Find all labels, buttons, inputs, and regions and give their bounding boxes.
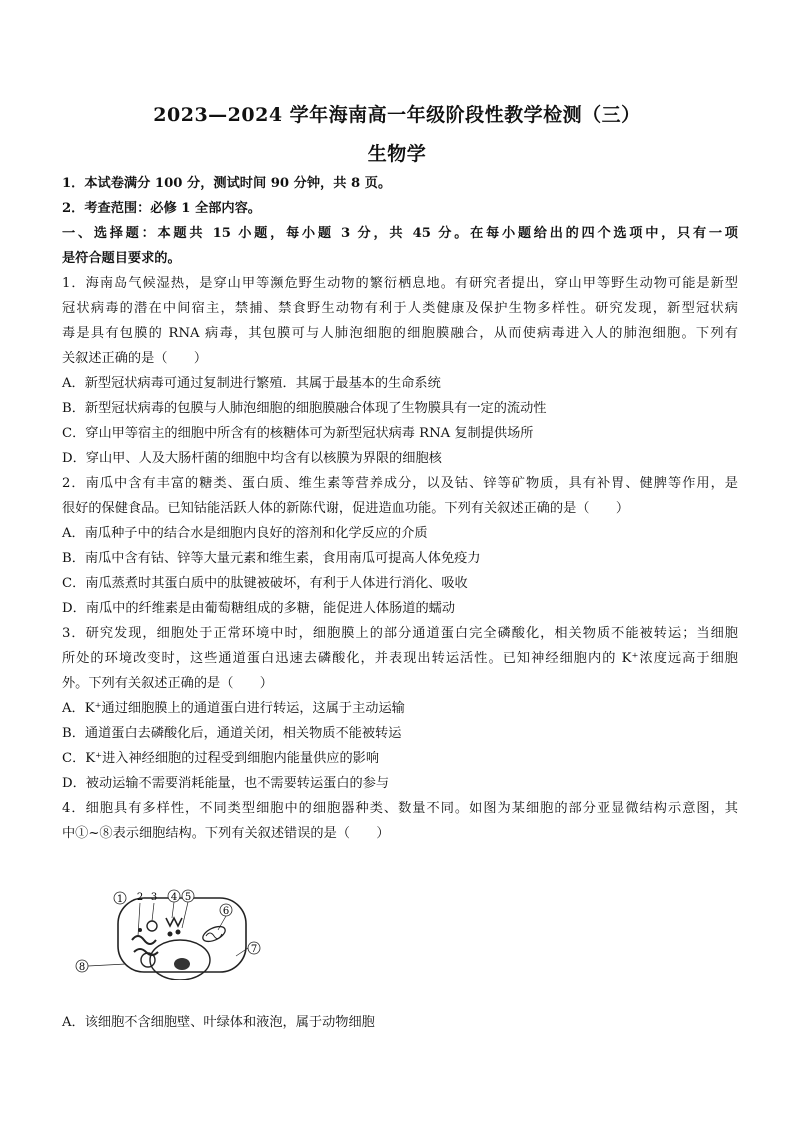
q3-line-2: 所处的环境改变时，这些通道蛋白迅速去磷酸化，并表现出转运活性。已知神经细胞内的 K⁺浓度远高于细胞: [62, 651, 738, 666]
q2-line-2: 很好的保健食品。已知钴能活跃人体的新陈代谢，促进造血功能。下列有关叙述正确的是（ ）: [62, 501, 630, 516]
label-4: 4: [170, 892, 178, 903]
label-8: 8: [78, 962, 86, 973]
golgi-apparatus: [166, 918, 182, 926]
q2-option-c: C．南瓜蒸煮时其蛋白质中的肽键被破坏，有利于人体进行消化、吸收: [62, 576, 468, 591]
q1-line-4: 关叙述正确的是（ ）: [62, 351, 208, 366]
q1-line-2: 冠状病毒的潜在中间宿主，禁捕、禁食野生动物有利于人类健康及保护生物多样性。研究发现，新型冠状病: [62, 301, 738, 316]
q1-option-d: D．穿山甲、人及大肠杆菌的细胞中均含有以核膜为界限的细胞核: [62, 451, 442, 466]
q4-option-a: A．该细胞不含细胞壁、叶绿体和液泡，属于动物细胞: [62, 1015, 375, 1030]
label-1: 1: [116, 894, 124, 905]
mitochondrion: [201, 923, 228, 944]
q3-line-3: 外。下列有关叙述正确的是（ ）: [62, 676, 273, 691]
q1-line-1: 1．海南岛气候湿热，是穿山甲等濒危野生动物的繁衍栖息地。有研究者提出，穿山甲等野生动物可能是新型: [62, 276, 738, 291]
exam-subject: 生物学: [367, 143, 427, 165]
section-heading-line2: 是符合题目要求的。: [62, 251, 181, 266]
label-5: 5: [184, 892, 192, 903]
q3-line-1: 3．研究发现，细胞处于正常环境中时，细胞膜上的部分通道蛋白完全磷酸化，相关物质不能被转运；当细胞: [62, 626, 738, 641]
label-7: 7: [250, 944, 258, 955]
q4-line-2: 中①~⑧表示细胞结构。下列有关叙述错误的是（ ）: [62, 826, 390, 841]
q4-line-1: 4．细胞具有多样性，不同类型细胞中的细胞器种类、数量不同。如图为某细胞的部分亚显微结构示意图，其: [62, 801, 738, 816]
endoplasmic-reticulum: [132, 936, 156, 944]
q3-option-d: D．被动运输不需要消耗能量，也不需要转运蛋白的参与: [62, 776, 390, 791]
label-6: 6: [222, 906, 230, 917]
instruction-2: 2．考查范围：必修 1 全部内容。: [62, 201, 261, 216]
q3-option-b: B．通道蛋白去磷酸化后，通道关闭，相关物质不能被转运: [62, 726, 402, 741]
q2-option-b: B．南瓜中含有钴、锌等大量元素和维生素，食用南瓜可提高人体免疫力: [62, 551, 481, 566]
label-2: 2: [136, 892, 144, 903]
q2-option-a: A．南瓜种子中的结合水是细胞内良好的溶剂和化学反应的介质: [62, 526, 428, 541]
label-3: 3: [150, 892, 158, 903]
centrosome: [141, 953, 155, 967]
q1-line-3: 毒是具有包膜的 RNA 病毒，其包膜可与人肺泡细胞的细胞膜融合，从而使病毒进入人的肺泡细胞。下列有: [62, 326, 738, 341]
q3-option-c: C．K⁺进入神经细胞的过程受到细胞内能量供应的影响: [62, 751, 380, 766]
q2-option-d: D．南瓜中的纤维素是由葡萄糖组成的多糖，能促进人体肠道的蠕动: [62, 601, 456, 616]
q3-option-a: A．K⁺通过细胞膜上的通道蛋白进行转运，这属于主动运输: [62, 701, 405, 716]
section-heading-line1: 一、选择题：本题共 15 小题，每小题 3 分，共 45 分。在每小题给出的四个选项中，只有一项: [62, 226, 738, 241]
q1-option-a: A．新型冠状病毒可通过复制进行繁殖．其属于最基本的生命系统: [62, 376, 441, 391]
q1-option-b: B．新型冠状病毒的包膜与人肺泡细胞的细胞膜融合体现了生物膜具有一定的流动性: [62, 401, 547, 416]
instruction-1: 1．本试卷满分 100 分，测试时间 90 分钟，共 8 页。: [62, 176, 392, 191]
nucleolus: [174, 958, 190, 970]
exam-title: 2023—2024 学年海南高一年级阶段性教学检测（三）: [153, 104, 641, 126]
mitochondrion-cristae: [206, 933, 222, 939]
vesicle: [147, 921, 157, 931]
cell-structure-figure: [70, 860, 270, 980]
q1-option-c: C．穿山甲等宿主的细胞中所含有的核糖体可为新型冠状病毒 RNA 复制提供场所: [62, 426, 534, 441]
q2-line-1: 2．南瓜中含有丰富的糖类、蛋白质、维生素等营养成分，以及钴、锌等矿物质，具有补胃、健脾等作用，是: [62, 476, 738, 491]
